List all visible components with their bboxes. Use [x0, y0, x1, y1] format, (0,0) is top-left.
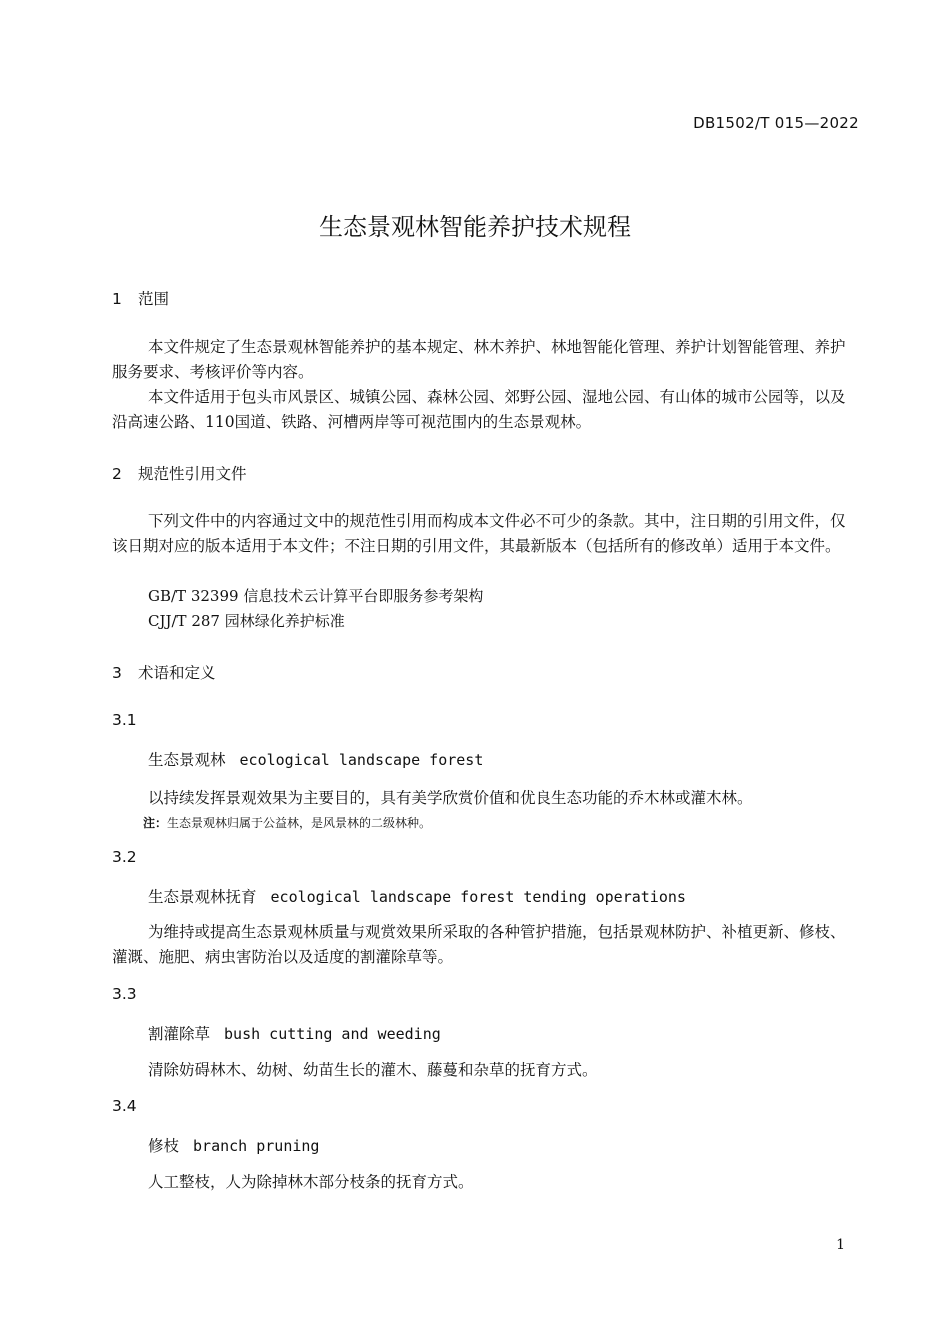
term-entry [148, 1022, 441, 1044]
term-definition: 以持续发挥景观效果为主要目的，具有美学欣赏价值和优良生态功能的乔木林或灌木林。 [148, 789, 753, 807]
reference-item: CJJ/T 287 园林绿化养护标准 [148, 612, 345, 630]
term-zh: 割灌除草 [148, 1025, 211, 1043]
term-entry [148, 748, 483, 770]
page-number: 1 [836, 1237, 845, 1253]
term-entry [148, 1134, 319, 1156]
section-title: 术语和定义 [138, 664, 216, 682]
paragraph: 下列文件中的内容通过文中的规范性引用而构成本文件必不可少的条款。其中，注日期的引用文件，仅该日期对应的版本适用于本文件；不注日期的引用文件，其最新版本（包括所有的修改单）适用于本文件。 [112, 512, 846, 555]
term-definition: 人工整枝，人为除掉林木部分枝条的抚育方式。 [148, 1173, 474, 1191]
term-definition: 为维持或提高生态景观林质量与观赏效果所采取的各种管护措施，包括景观林防护、补植更新、修枝、灌溉、施肥、病虫害防治以及适度的割灌除草等。 [112, 923, 846, 966]
term-number: 3.3 [112, 985, 137, 1003]
paragraph: 本文件规定了生态景观林智能养护的基本规定、林木养护、林地智能化管理、养护计划智能管理、养护服务要求、考核评价等内容。 [112, 338, 846, 381]
section-heading-2 [112, 462, 247, 484]
term-en: ecological landscape forest [239, 751, 484, 769]
term-en: ecological landscape forest tending operations [270, 888, 686, 906]
term-zh: 修枝 [148, 1137, 180, 1155]
section-heading-1 [112, 287, 169, 309]
section-number: 3 [112, 664, 122, 682]
reference-item: GB/T 32399 信息技术云计算平台即服务参考架构 [148, 587, 484, 605]
term-en: bush cutting and weeding [224, 1025, 441, 1043]
note-label: 注： [143, 816, 168, 830]
document-code: DB1502/T 015—2022 [693, 114, 859, 132]
page-title: 生态景观林智能养护技术规程 [319, 213, 631, 241]
term-note [143, 814, 431, 831]
paragraph: 本文件适用于包头市风景区、城镇公园、森林公园、郊野公园、湿地公园、有山体的城市公园等，以及沿高速公路、110国道、铁路、河槽两岸等可视范围内的生态景观林。 [112, 388, 846, 431]
section-heading-3 [112, 661, 216, 683]
term-number: 3.4 [112, 1097, 137, 1115]
term-number: 3.2 [112, 848, 137, 866]
term-entry [148, 885, 686, 907]
section-title: 规范性引用文件 [138, 465, 247, 483]
section-title: 范围 [138, 290, 170, 308]
term-definition: 清除妨碍林木、幼树、幼苗生长的灌木、藤蔓和杂草的抚育方式。 [148, 1061, 598, 1079]
note-text: 生态景观林归属于公益林，是风景林的二级林种。 [167, 816, 432, 830]
section-number: 2 [112, 465, 122, 483]
term-en: branch pruning [193, 1137, 320, 1155]
term-zh: 生态景观林抚育 [148, 888, 257, 906]
term-number: 3.1 [112, 711, 137, 729]
term-zh: 生态景观林 [148, 751, 226, 769]
section-number: 1 [112, 290, 122, 308]
